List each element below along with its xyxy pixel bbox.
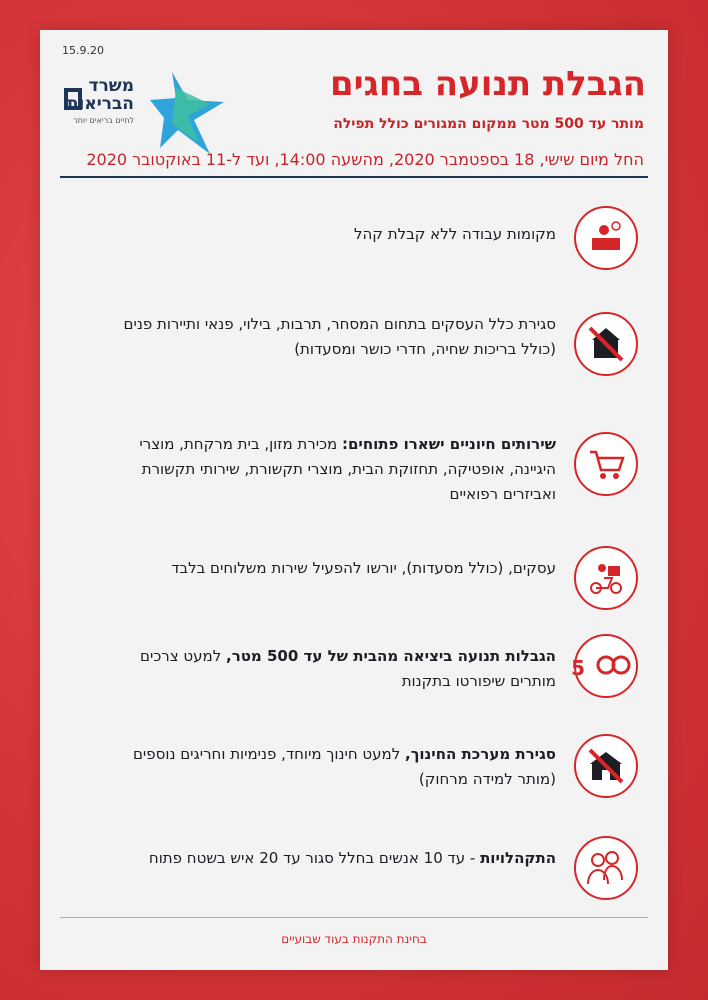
ministry-logo	[60, 68, 230, 158]
list-item-text: עסקים, (כולל מסעדות), יורשו להפעיל שירות משלוחים בלבד	[171, 559, 556, 577]
list-item-text: שירותים חיוניים ישארו פתוחים: מכירת מזון, בית מרקחת, מוצרי היגיינה, אופטיקה, תחזוקת הבית, מוצרי תקשורת, שירותי תקשורת ואביזרים רפואיים	[139, 435, 556, 503]
footer-note: בחינת התקנות בעוד שבועיים	[281, 932, 427, 946]
500-meters-icon	[571, 634, 638, 698]
page-subtitle: מותר עד 500 מטר ממקום המגורים כולל תפילה	[333, 116, 644, 132]
footer-divider	[60, 917, 648, 918]
list-item-text: סגירת כלל העסקים בתחום המסחר, תרבות, בילוי, פנאי ותיירות פנים (כולל בריכות שחיה, חדרי כושר ומסעדות)	[123, 315, 556, 358]
poster-card	[40, 30, 668, 970]
logo-line-1: משרד	[88, 76, 134, 96]
logo-line-2: הבריאות	[66, 94, 134, 114]
list-item-text: הגבלות תנועה ביציאה מהבית של עד 500 מטר, למעט צרכים מותרים שיפורטו בתקנות	[140, 647, 556, 690]
header-divider	[60, 176, 648, 178]
date-range: החל מיום שישי, 18 בספטמבר 2020, מהשעה 14:00, ועד ל-11 באוקטובר 2020	[86, 150, 644, 169]
svg-text:5: 5	[571, 656, 585, 680]
list-item-text: התקהלויות - עד 10 אנשים בחלל סגור עד 20 איש בשטח פתוח	[148, 849, 556, 867]
list-item-text: סגירת מערכת החינוך, למעט חינוך מיוחד, פנימיות וחריגים נוספים (מותר למידה מרחוק)	[132, 745, 556, 788]
delivery-scooter-icon	[574, 546, 638, 610]
shopping-cart-icon	[574, 432, 638, 496]
logo-tagline: לחיים בריאים יותר	[73, 116, 134, 125]
publish-date: 15.9.20	[62, 44, 104, 57]
list-item-text: מקומות עבודה ללא קבלת קהל	[353, 225, 556, 243]
page-title: הגבלת תנועה בחגים	[329, 64, 646, 104]
closed-school-icon	[574, 734, 638, 798]
office-worker-icon	[574, 206, 638, 270]
gathering-icon	[574, 836, 638, 900]
closed-business-icon	[574, 312, 638, 376]
